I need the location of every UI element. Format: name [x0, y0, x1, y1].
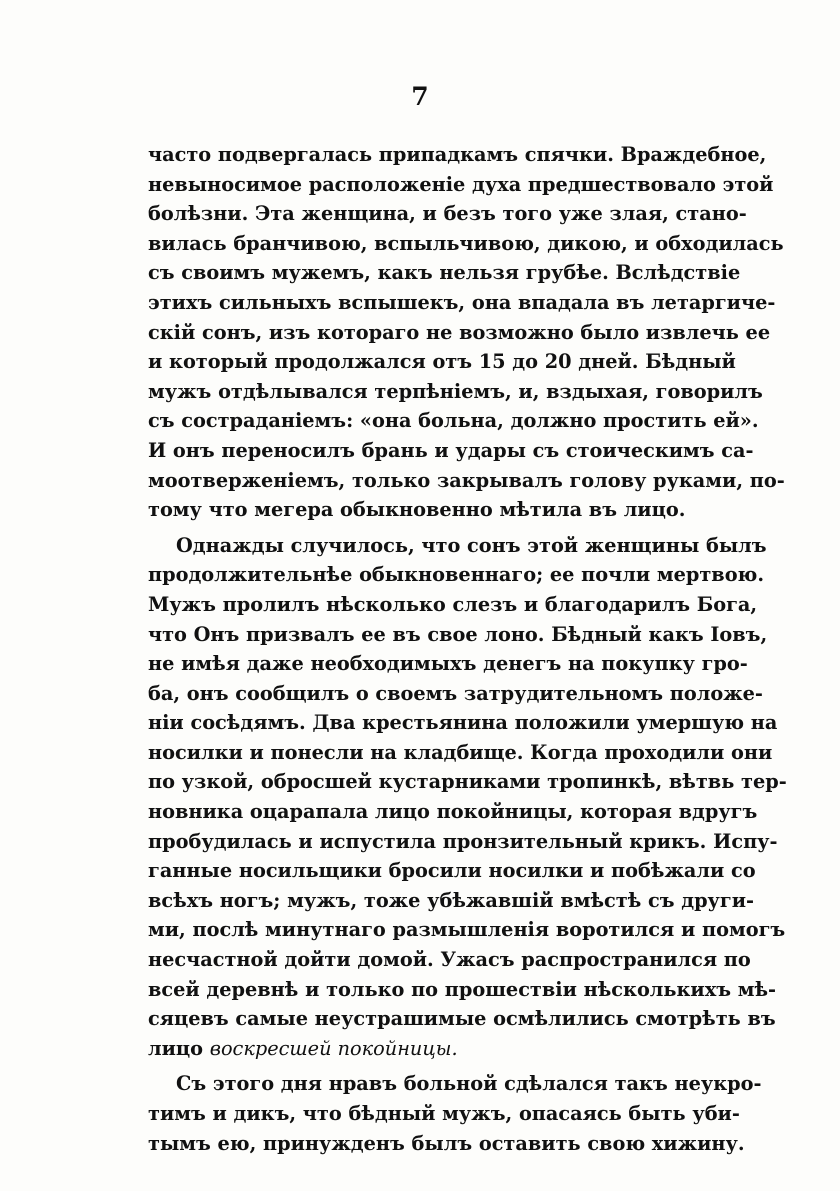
text-line: этихъ сильныхъ вспышекъ, она впадала въ летаргиче-	[148, 290, 776, 314]
text-line: вилась бранчивою, вспыльчивою, дикою, и обходилась	[148, 231, 784, 255]
plain-text: лицо	[148, 1036, 210, 1060]
text-line: пробудилась и испустила пронзительный крикъ. Испу-	[148, 829, 778, 853]
text-line: ми, послѣ минутнаго размышленiя воротился и помогъ	[148, 918, 786, 942]
text-line-with-italic	[148, 1034, 718, 1064]
paragraph-1	[148, 140, 785, 525]
text-line: по узкой, обросшей кустарниками тропинкѣ, вѣтвь тер-	[148, 770, 787, 794]
text-line: тимъ и дикъ, что бѣдный мужъ, опасаясь быть уби-	[148, 1102, 740, 1125]
text-line: моотверженiемъ, только закрывалъ голову руками, по-	[148, 468, 785, 492]
text-line: тымъ ею, принужденъ былъ оставить свою хижину.	[148, 1131, 745, 1155]
text-line: невыносимое расположенiе духа предшествовало этой	[148, 172, 774, 196]
text-line: съ состраданiемъ: «она больна, должно простить ей».	[148, 409, 759, 433]
text-line: ба, онъ сообщилъ о своемъ затрудительномъ положе-	[148, 681, 763, 705]
page-number: 7	[411, 82, 429, 111]
text-line: продолжительнѣе обыкновеннаго; ее почли мертвою.	[148, 563, 765, 587]
text-line: нiи сосѣдямъ. Два крестьянина положили умершую на	[148, 711, 778, 735]
text-line: И онъ переносилъ брань и удары съ стоическимъ са-	[148, 438, 754, 462]
text-line: Съ этого дня нравъ больной сдѣлался такъ неукро-	[176, 1072, 762, 1096]
text-line: скiй сонъ, изъ котораго не возможно было извлечь ее	[148, 320, 771, 344]
text-line: Однажды случилось, что сонъ этой женщины былъ	[176, 533, 767, 557]
text-line: часто подвергалась припадкамъ спячки. Враждебное,	[148, 143, 767, 166]
text-line: мужъ отдѣлывался терпѣнiемъ, и, вздыхая, говорилъ	[148, 379, 763, 403]
italic-emphasis: воскресшей покойницы.	[209, 1036, 458, 1060]
paragraph-3	[148, 1069, 762, 1158]
text-line: сяцевъ самые неустрашимые осмѣлились смотрѣть въ	[148, 1007, 776, 1031]
text-line: Мужъ пролилъ нѣсколько слезъ и благодарилъ Бога,	[148, 592, 758, 616]
page-text	[148, 140, 787, 1158]
text-line: тому что мегера обыкновенно мѣтила въ лицо.	[148, 498, 686, 522]
text-line: ганные носильщики бросили носилки и побѣжали со	[148, 859, 756, 883]
text-line: болѣзни. Эта женщина, и безъ того уже злая, стано-	[148, 202, 747, 226]
text-line: всѣхъ ногъ; мужъ, тоже убѣжавшiй вмѣстѣ съ други-	[148, 888, 755, 912]
paragraph-2	[148, 531, 787, 1064]
text-line: всей деревнѣ и только по прошествiи нѣсколькихъ мѣ-	[148, 977, 777, 1001]
text-line: не имѣя даже необходимыхъ денегъ на покупку гро-	[148, 652, 748, 676]
text-line: и который продолжался отъ 15 до 20 дней. Бѣдный	[148, 350, 736, 374]
text-line: съ своимъ мужемъ, какъ нельзя грубѣе. Вслѣдствiе	[148, 261, 741, 285]
text-line: несчастной дойти домой. Ужасъ распространился по	[148, 948, 751, 972]
text-line: что Онъ призвалъ ее въ свое лоно. Бѣдный какъ Iовъ,	[148, 622, 768, 646]
text-line: носилки и понесли на кладбище. Когда проходили они	[148, 740, 773, 764]
text-line: новника оцарапала лицо покойницы, которая вдругъ	[148, 800, 758, 824]
